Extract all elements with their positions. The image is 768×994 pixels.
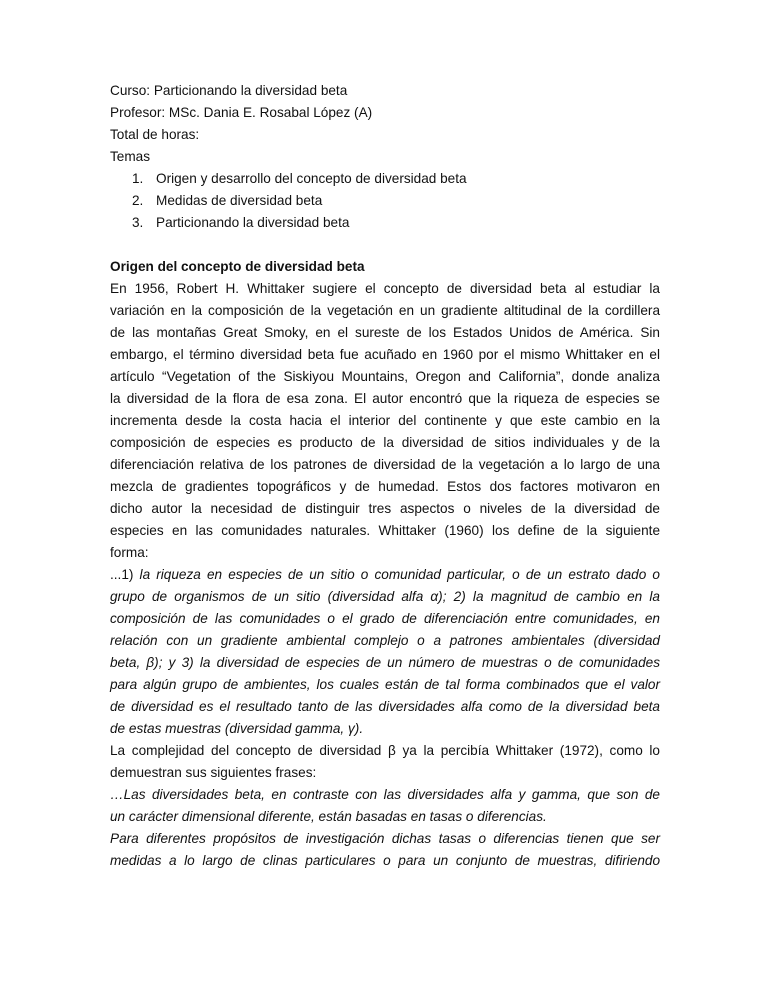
text-line: artículo “Vegetation of the Siskiyou Mountains, Oregon and California”, donde analiza — [110, 369, 660, 384]
quote-whittaker-1972 — [110, 784, 660, 872]
quote-text: la riqueza en especies de un sitio o comunidad particular, o de un estrato dado o — [139, 567, 660, 582]
text-line: diferenciación relativa de los patrones de diversidad de la vegetación a lo largo de una — [110, 457, 660, 472]
list-text: Particionando la diversidad beta — [156, 215, 350, 230]
text-line: medidas a lo largo de clinas particulares o para un conjunto de muestras, difiriendo — [110, 853, 660, 868]
paragraph-origin — [110, 278, 660, 564]
list-number: 1. — [132, 171, 144, 186]
text-line: composición de especies es producto de la diversidad de sitios individuales y de la — [110, 435, 660, 450]
text-line: dicho autor la necesidad de distinguir tres aspectos o niveles de la diversidad de — [110, 501, 660, 516]
text-line: variación en la composición de la vegetación en un gradiente altitudinal de la cordillera — [110, 303, 660, 318]
quote-prefix: ...1) — [110, 567, 140, 582]
text-line: para algún grupo de ambientes, los cuales están de tal forma combinados que el valor — [110, 677, 660, 692]
course-title: Curso: Particionando la diversidad beta — [110, 83, 348, 98]
list-item — [110, 212, 660, 234]
text-line: composición de las comunidades o el grado de diferenciación entre comunidades, en — [110, 611, 660, 626]
paragraph-complexity — [110, 740, 660, 784]
text-line: demuestran sus siguientes frases: — [110, 765, 317, 780]
text-line: relación con un gradiente ambiental complejo o a patrones ambientales (diversidad — [110, 633, 660, 648]
topics-list — [110, 168, 660, 234]
text-line — [110, 564, 660, 586]
total-hours: Total de horas: — [110, 127, 200, 142]
text-line: incrementa desde la costa hacia el interior del continente y que este cambio en la — [110, 413, 660, 428]
professor-name: Profesor: MSc. Dania E. Rosabal López (A) — [110, 105, 373, 120]
spacer — [110, 234, 660, 256]
text-line: especies en las comunidades naturales. Whittaker (1960) los define de la siguiente — [110, 523, 660, 538]
list-text: Medidas de diversidad beta — [156, 193, 323, 208]
list-number: 3. — [132, 215, 144, 230]
text-line: la diversidad de la flora de esa zona. El autor encontró que la riqueza de especies se — [110, 391, 660, 406]
text-line: grupo de organismos de un sitio (diversidad alfa α); 2) la magnitud de cambio en la — [110, 589, 660, 604]
text-line: Para diferentes propósitos de investigación dichas tasas o diferencias tienen que ser — [110, 831, 660, 846]
topics-label: Temas — [110, 149, 151, 164]
list-text: Origen y desarrollo del concepto de diversidad beta — [156, 171, 467, 186]
list-number: 2. — [132, 193, 144, 208]
text-line: un carácter dimensional diferente, están basadas en tasas o diferencias. — [110, 809, 547, 824]
text-line: de las montañas Great Smoky, en el sureste de los Estados Unidos de América. Sin — [110, 325, 660, 340]
text-line: …Las diversidades beta, en contraste con las diversidades alfa y gamma, que son de — [110, 787, 660, 802]
text-line: mezcla de gradientes topográficos y de humedad. Estos dos factores motivaron en — [110, 479, 660, 494]
text-line: beta, β); y 3) la diversidad de especies de un número de muestras o de comunidades — [110, 655, 660, 670]
section-heading: Origen del concepto de diversidad beta — [110, 259, 365, 274]
text-line: embargo, el término diversidad beta fue acuñado en 1960 por el mismo Whittaker en el — [110, 347, 660, 362]
text-line: forma: — [110, 545, 149, 560]
list-item — [110, 168, 660, 190]
text-line: de estas muestras (diversidad gamma, γ). — [110, 721, 364, 736]
text-line: de diversidad es el resultado tanto de las diversidades alfa como de la diversidad beta — [110, 699, 660, 714]
quote-whittaker-1960 — [110, 564, 660, 740]
text-line: La complejidad del concepto de diversidad β ya la percibía Whittaker (1972), como lo — [110, 743, 660, 758]
text-line: En 1956, Robert H. Whittaker sugiere el concepto de diversidad beta al estudiar la — [110, 281, 660, 296]
list-item — [110, 190, 660, 212]
